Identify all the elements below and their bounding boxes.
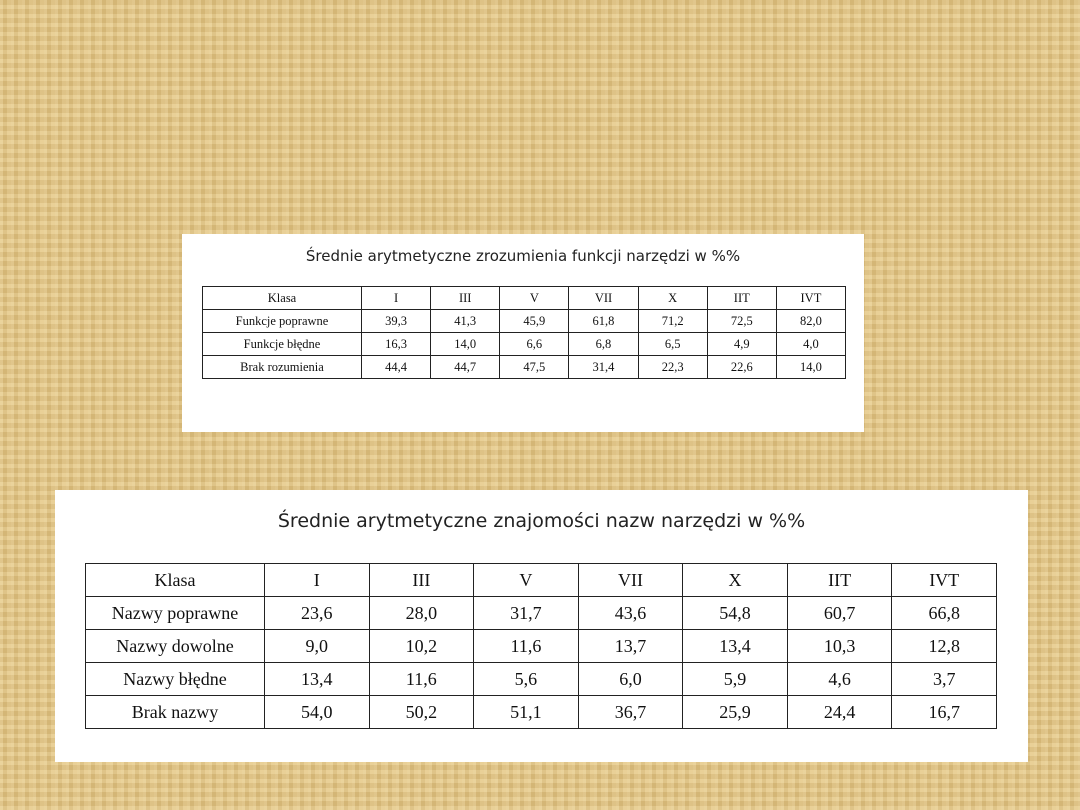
table-cell: 6,5 <box>638 333 707 356</box>
table-cell: 45,9 <box>500 310 569 333</box>
table-cell: 44,7 <box>431 356 500 379</box>
header-cell: Klasa <box>203 287 362 310</box>
table-cell: 54,0 <box>265 696 370 729</box>
table-cell: 25,9 <box>683 696 788 729</box>
table-cell: 60,7 <box>787 597 892 630</box>
table-cell: 14,0 <box>431 333 500 356</box>
table-cell: 3,7 <box>892 663 997 696</box>
table-cell: 43,6 <box>578 597 683 630</box>
row-label: Nazwy poprawne <box>86 597 265 630</box>
table-row <box>203 333 846 356</box>
table-cell: 44,4 <box>362 356 431 379</box>
table-cell: 12,8 <box>892 630 997 663</box>
table-cell: 23,6 <box>265 597 370 630</box>
table-row <box>203 356 846 379</box>
table-row <box>203 310 846 333</box>
table-title: Średnie arytmetyczne zrozumienia funkcji narzędzi w %% <box>305 247 741 265</box>
table-cell: 11,6 <box>474 630 579 663</box>
table-cell: 51,1 <box>474 696 579 729</box>
table-row <box>86 597 997 630</box>
table-row <box>86 663 997 696</box>
header-cell: I <box>362 287 431 310</box>
table-header-row <box>203 287 846 310</box>
table-cell: 4,0 <box>776 333 845 356</box>
table-cell: 5,9 <box>683 663 788 696</box>
table-cell: 39,3 <box>362 310 431 333</box>
table-cell: 31,4 <box>569 356 638 379</box>
table-cell: 82,0 <box>776 310 845 333</box>
header-cell: IIT <box>787 564 892 597</box>
table-cell: 22,3 <box>638 356 707 379</box>
row-label: Funkcje poprawne <box>203 310 362 333</box>
header-cell: IVT <box>892 564 997 597</box>
table-cell: 14,0 <box>776 356 845 379</box>
table-cell: 4,6 <box>787 663 892 696</box>
table-cell: 13,7 <box>578 630 683 663</box>
table-cell: 71,2 <box>638 310 707 333</box>
table-cell: 24,4 <box>787 696 892 729</box>
table-cell: 11,6 <box>369 663 474 696</box>
table-title: Średnie arytmetyczne znajomości nazw narzędzi w %% <box>277 510 806 532</box>
table-cell: 28,0 <box>369 597 474 630</box>
table-cell: 16,3 <box>362 333 431 356</box>
row-label: Brak rozumienia <box>203 356 362 379</box>
table-cell: 13,4 <box>683 630 788 663</box>
table-cell: 50,2 <box>369 696 474 729</box>
table-cell: 66,8 <box>892 597 997 630</box>
row-label: Nazwy dowolne <box>86 630 265 663</box>
table-cell: 13,4 <box>265 663 370 696</box>
header-cell: III <box>431 287 500 310</box>
table-row <box>86 630 997 663</box>
table-row <box>86 696 997 729</box>
table-cell: 22,6 <box>707 356 776 379</box>
comprehension-table <box>202 286 846 379</box>
table-cell: 72,5 <box>707 310 776 333</box>
table-cell: 5,6 <box>474 663 579 696</box>
header-cell: I <box>265 564 370 597</box>
names-table <box>85 563 997 729</box>
table-cell: 10,2 <box>369 630 474 663</box>
table-cell: 6,6 <box>500 333 569 356</box>
table-panel-comprehension <box>182 234 864 432</box>
row-label: Brak nazwy <box>86 696 265 729</box>
header-cell: IIT <box>707 287 776 310</box>
table-cell: 6,8 <box>569 333 638 356</box>
header-cell: V <box>500 287 569 310</box>
table-cell: 10,3 <box>787 630 892 663</box>
table-cell: 61,8 <box>569 310 638 333</box>
table-cell: 9,0 <box>265 630 370 663</box>
header-cell: Klasa <box>86 564 265 597</box>
header-cell: X <box>683 564 788 597</box>
table-cell: 36,7 <box>578 696 683 729</box>
header-cell: V <box>474 564 579 597</box>
header-cell: VII <box>569 287 638 310</box>
table-cell: 6,0 <box>578 663 683 696</box>
table-cell: 54,8 <box>683 597 788 630</box>
table-cell: 41,3 <box>431 310 500 333</box>
row-label: Nazwy błędne <box>86 663 265 696</box>
table-header-row <box>86 564 997 597</box>
table-cell: 47,5 <box>500 356 569 379</box>
table-cell: 4,9 <box>707 333 776 356</box>
header-cell: III <box>369 564 474 597</box>
table-cell: 16,7 <box>892 696 997 729</box>
table-cell: 31,7 <box>474 597 579 630</box>
header-cell: X <box>638 287 707 310</box>
header-cell: IVT <box>776 287 845 310</box>
header-cell: VII <box>578 564 683 597</box>
table-panel-names <box>55 490 1028 762</box>
row-label: Funkcje błędne <box>203 333 362 356</box>
